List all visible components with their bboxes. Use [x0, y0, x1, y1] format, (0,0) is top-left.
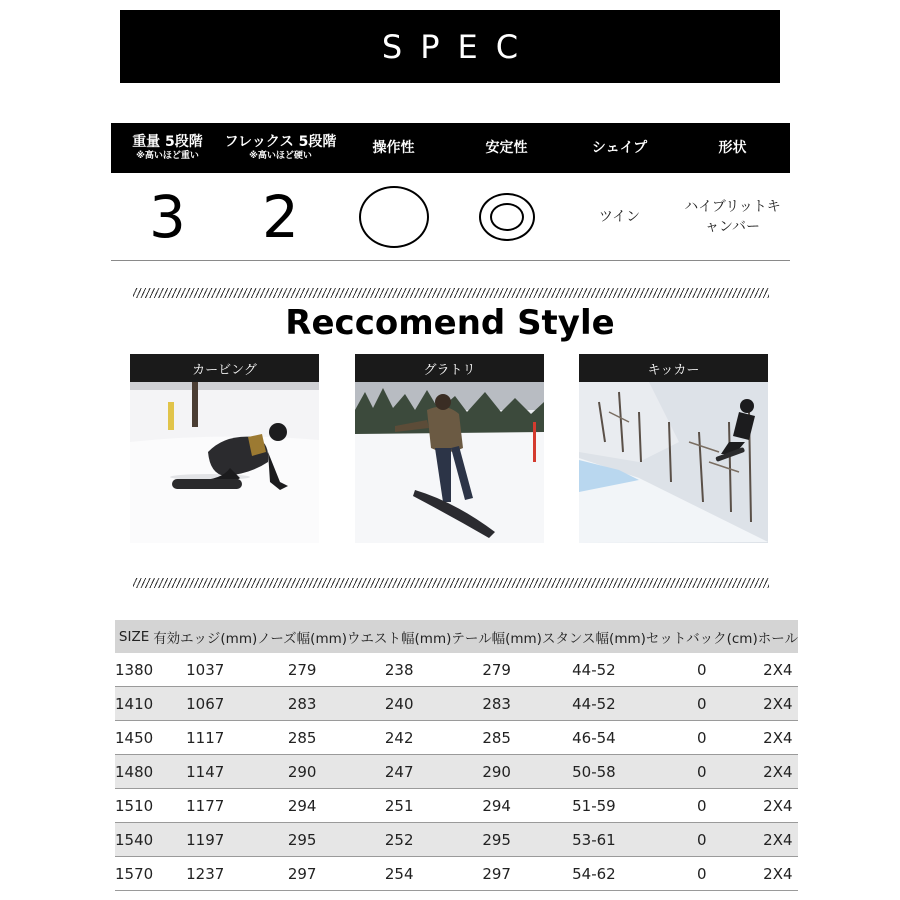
- table-cell: 238: [347, 653, 451, 687]
- table-cell: 297: [257, 857, 347, 891]
- value-shape: [563, 173, 676, 260]
- table-cell: 0: [646, 687, 758, 721]
- single-circle-icon: [359, 186, 429, 248]
- table-row: [115, 755, 798, 789]
- table-cell: 252: [347, 823, 451, 857]
- recommend-title: Reccomend Style: [285, 303, 615, 343]
- table-cell: 2X4: [758, 789, 798, 823]
- spec-banner: [120, 10, 780, 83]
- table-cell: 279: [257, 653, 347, 687]
- table-cell: 297: [451, 857, 542, 891]
- table-cell: 279: [451, 653, 542, 687]
- table-cell: 294: [451, 789, 542, 823]
- spec-header-row: [111, 123, 790, 173]
- table-row: [115, 823, 798, 857]
- table-cell: 44-52: [542, 687, 646, 721]
- shape-value: ツイン: [598, 208, 641, 225]
- header-camber: [676, 123, 789, 173]
- table-cell: 285: [451, 721, 542, 755]
- col-header: SIZE: [115, 620, 153, 653]
- table-cell: 1570: [115, 857, 153, 891]
- table-cell: 0: [646, 653, 758, 687]
- header-flex-label: フレックス 5段階: [224, 134, 337, 150]
- table-cell: 2X4: [758, 857, 798, 891]
- table-cell: 1177: [153, 789, 257, 823]
- kicker-photo: [579, 382, 768, 543]
- table-cell: 283: [257, 687, 347, 721]
- table-cell: 285: [257, 721, 347, 755]
- table-cell: 2X4: [758, 721, 798, 755]
- table-cell: 2X4: [758, 755, 798, 789]
- carving-photo: [130, 382, 319, 543]
- table-cell: 2X4: [758, 687, 798, 721]
- header-flex: [224, 123, 337, 173]
- table-cell: 295: [257, 823, 347, 857]
- style-card-gratri: [355, 354, 544, 543]
- camber-value: ハイブリットキャンバー: [684, 198, 781, 235]
- table-cell: 294: [257, 789, 347, 823]
- table-cell: 54-62: [542, 857, 646, 891]
- style-label-kicker: キッカー: [579, 354, 768, 382]
- table-cell: 1147: [153, 755, 257, 789]
- style-card-kicker: [579, 354, 768, 543]
- table-cell: 2X4: [758, 653, 798, 687]
- table-cell: 242: [347, 721, 451, 755]
- flex-value: 2: [262, 182, 299, 251]
- spec-title: SPEC: [381, 27, 537, 66]
- col-header: ホール: [758, 620, 798, 653]
- col-header: ノーズ幅(mm): [257, 620, 347, 653]
- table-cell: 1037: [153, 653, 257, 687]
- header-shape: [563, 123, 676, 173]
- value-camber: [676, 173, 789, 260]
- table-cell: 0: [646, 857, 758, 891]
- header-weight-note: ※高いほど重い: [136, 151, 199, 161]
- hatch-divider-top: [133, 288, 769, 298]
- table-cell: 290: [257, 755, 347, 789]
- double-circle-icon: [479, 193, 535, 241]
- header-handling: [337, 123, 450, 173]
- value-handling: [337, 173, 450, 260]
- table-cell: 1197: [153, 823, 257, 857]
- header-weight: [111, 123, 224, 173]
- table-cell: 1380: [115, 653, 153, 687]
- table-header-row: [115, 620, 798, 653]
- weight-value: 3: [149, 182, 186, 251]
- table-cell: 0: [646, 823, 758, 857]
- table-cell: 46-54: [542, 721, 646, 755]
- table-cell: 1067: [153, 687, 257, 721]
- col-header: セットバック(cm): [646, 620, 758, 653]
- header-stability: [450, 123, 563, 173]
- hatch-divider-bottom: [133, 578, 769, 588]
- style-label-gratri: グラトリ: [355, 354, 544, 382]
- table-cell: 1450: [115, 721, 153, 755]
- table-cell: 51-59: [542, 789, 646, 823]
- table-cell: 1510: [115, 789, 153, 823]
- table-cell: 0: [646, 721, 758, 755]
- header-stability-label: 安定性: [485, 139, 528, 156]
- table-cell: 1540: [115, 823, 153, 857]
- table-cell: 1410: [115, 687, 153, 721]
- header-flex-note: ※高いほど硬い: [249, 151, 312, 161]
- value-stability: [450, 173, 563, 260]
- value-flex: [224, 173, 337, 260]
- table-cell: 290: [451, 755, 542, 789]
- table-cell: 1480: [115, 755, 153, 789]
- table-row: [115, 653, 798, 687]
- table-row: [115, 789, 798, 823]
- header-weight-label: 重量 5段階: [132, 134, 203, 150]
- table-cell: 247: [347, 755, 451, 789]
- style-label-carving: カービング: [130, 354, 319, 382]
- table-cell: 254: [347, 857, 451, 891]
- table-row: [115, 687, 798, 721]
- table-cell: 2X4: [758, 823, 798, 857]
- table-cell: 0: [646, 789, 758, 823]
- table-cell: 283: [451, 687, 542, 721]
- table-cell: 53-61: [542, 823, 646, 857]
- spec-values-row: [111, 173, 790, 261]
- table-cell: 0: [646, 755, 758, 789]
- table-row: [115, 857, 798, 891]
- size-spec-table: [115, 620, 798, 891]
- table-cell: 295: [451, 823, 542, 857]
- table-row: [115, 721, 798, 755]
- table-cell: 50-58: [542, 755, 646, 789]
- gratri-photo: [355, 382, 544, 543]
- col-header: テール幅(mm): [451, 620, 542, 653]
- table-cell: 1117: [153, 721, 257, 755]
- header-handling-label: 操作性: [372, 139, 415, 156]
- header-camber-label: 形状: [718, 139, 747, 156]
- table-cell: 240: [347, 687, 451, 721]
- col-header: ウエスト幅(mm): [347, 620, 451, 653]
- table-cell: 44-52: [542, 653, 646, 687]
- col-header: スタンス幅(mm): [542, 620, 646, 653]
- header-shape-label: シェイプ: [591, 139, 648, 156]
- table-cell: 251: [347, 789, 451, 823]
- style-card-carving: [130, 354, 319, 543]
- table-cell: 1237: [153, 857, 257, 891]
- value-weight: [111, 173, 224, 260]
- col-header: 有効エッジ(mm): [153, 620, 257, 653]
